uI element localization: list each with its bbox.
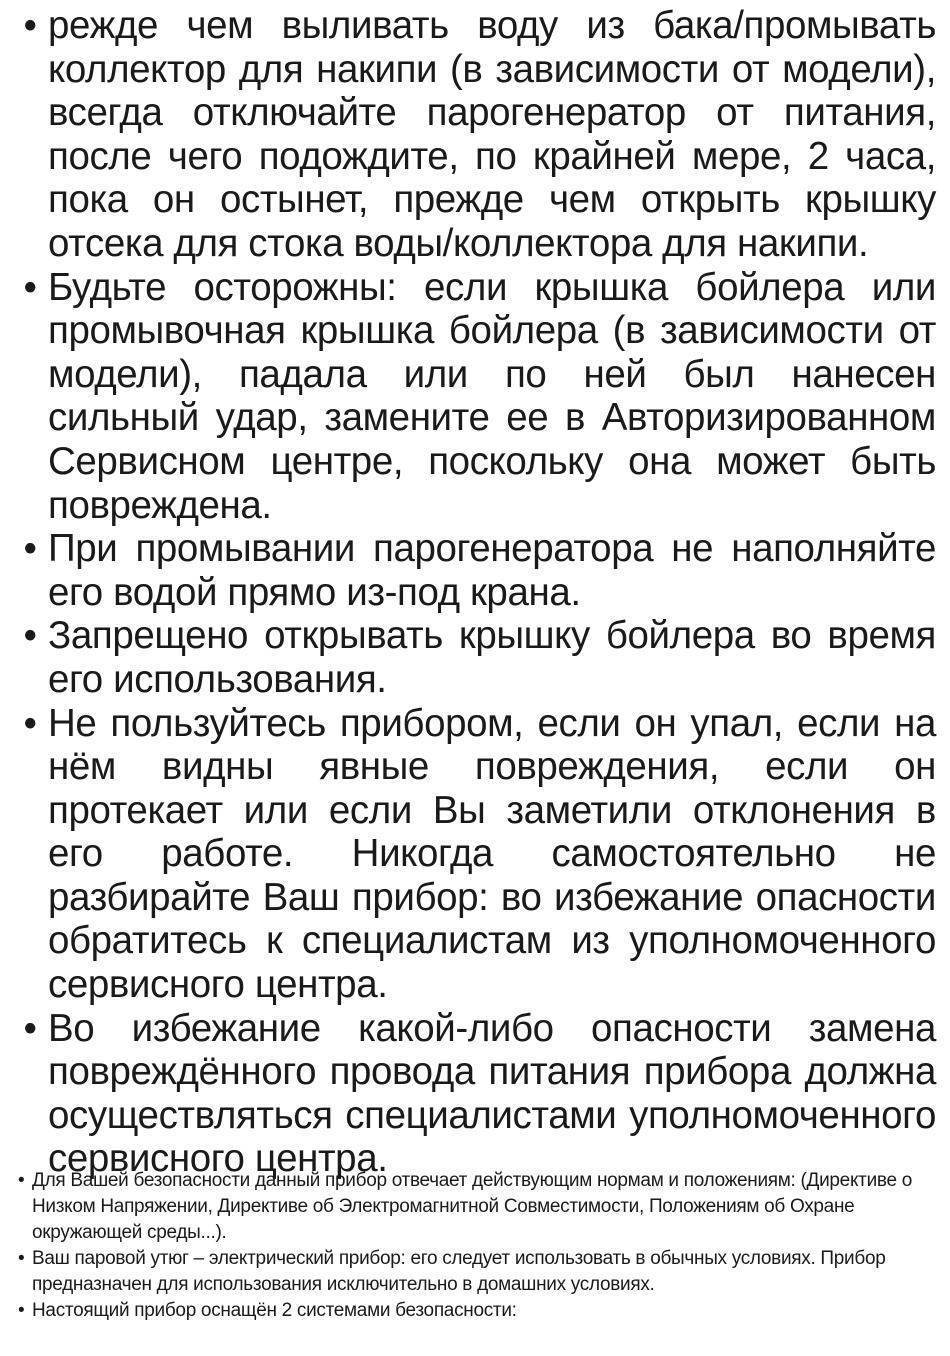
safety-item [18, 614, 936, 701]
bullet-marker: • [23, 701, 37, 745]
compliance-note-text: Настоящий прибор оснащён 2 системами безопасности: [32, 1300, 517, 1321]
safety-item [18, 702, 936, 1007]
compliance-note [18, 1246, 918, 1298]
safety-item-text: Будьте осторожны: если крышка бойлера или промывочная крышка бойлера (в зависимости от модели), падала или по ней был нанесен сильный удар, замените ее в Авторизированном Сервисном центре, поскольку она может быть повреждена. [48, 265, 936, 527]
safety-item-text: При промывании парогенератора не наполняйте его водой прямо из-под крана. [48, 527, 936, 614]
safety-item [18, 1007, 936, 1181]
safety-item [18, 527, 936, 614]
safety-instructions-list [18, 4, 936, 1181]
bullet-marker: • [18, 1300, 25, 1321]
bullet-marker: • [23, 614, 37, 658]
safety-item-text: Запрещено открывать крышку бойлера во время его использования. [48, 614, 936, 701]
bullet-marker: • [23, 265, 37, 309]
bullet-marker: • [18, 1170, 25, 1191]
bullet-marker: • [23, 1006, 37, 1050]
safety-item [18, 4, 936, 266]
compliance-notes-list [18, 1168, 918, 1324]
safety-item-text: Во избежание какой-либо опасности замена повреждённого провода питания прибора должна осуществляться специалистами уполномоченного сервисного центра. [48, 1006, 936, 1181]
safety-item-text: Не пользуйтесь прибором, если он упал, если на нём видны явные повреждения, если он протекает или если Вы заметили отклонения в его работе. Никогда самостоятельно не разбирайте Ваш прибор: во избежание опасности обратитесь к специалистам из уполномоченного сервисного центра. [48, 701, 936, 1007]
safety-item-text: режде чем выливать воду из бака/промывать коллектор для накипи (в зависимости от модели), всегда отключайте парогенератор от питания, после чего подождите, по крайней мере, 2 часа, пока он остынет, прежде чем открыть крышку отсека для стока воды/коллектора для накипи. [48, 4, 936, 265]
bullet-marker: • [23, 527, 37, 571]
compliance-note-text: Ваш паровой утюг – электрический прибор: его следует использовать в обычных условиях. Прибор предназначен для использования исключительно в домашних условиях. [32, 1248, 886, 1295]
bullet-marker: • [18, 1248, 25, 1269]
compliance-note-text: Для Вашей безопасности данный прибор отвечает действующим нормам и положениям: (Директиве о Низком Напряжении, Директиве об Электромагнитной Совместимости, Положениям об Охране окружающей среды...). [32, 1170, 912, 1243]
compliance-note [18, 1298, 918, 1324]
safety-item [18, 266, 936, 528]
compliance-note [18, 1168, 918, 1246]
bullet-marker: • [23, 4, 37, 47]
